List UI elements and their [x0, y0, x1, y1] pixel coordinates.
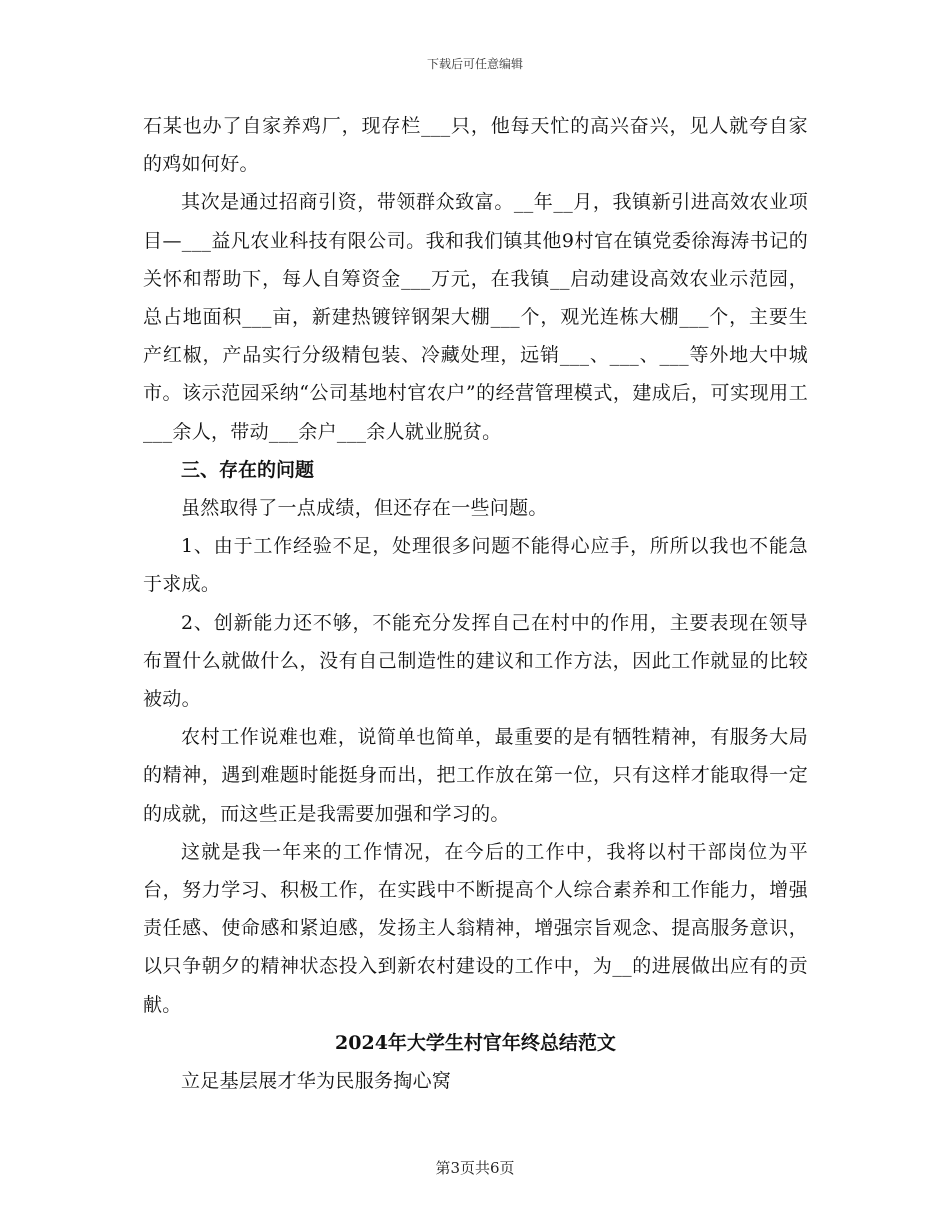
paragraph-continuation: 石某也办了自家养鸡厂，现存栏___只，他每天忙的高兴奋兴，见人就夸自家的鸡如何好。: [143, 115, 808, 176]
paragraph-problem-1: 1、由于工作经验不足，处理很多问题不能得心应手，所所以我也不能急于求成。: [143, 535, 808, 596]
paragraph-problems-intro: 虽然取得了一点成绩，但还存在一些问题。: [181, 497, 548, 520]
page-header: 下载后可任意编辑: [426, 57, 523, 71]
document-body: [143, 107, 808, 1100]
paragraph-conclusion: 这就是我一年来的工作情况，在今后的工作中，我将以村干部岗位为平台，努力学习、积极工作，在实践中不断提高个人综合素养和工作能力，增强责任感、使命感和紧迫感，发扬主人翁精神，增强宗旨观念、提高服务意识，以只争朝夕的精神状态投入到新农村建设的工作中，为__的进展做出应有的贡献。: [143, 840, 808, 1016]
paragraph-problem-2: 2、创新能力还不够，不能充分发挥自己在村中的作用，主要表现在领导布置什么就做什么，没有自己制造性的建议和工作方法，因此工作就显的比较被动。: [143, 611, 808, 711]
paragraph-rural-work: 农村工作说难也难，说简单也简单，最重要的是有牺牲精神，有服务大局的精神，遇到难题时能挺身而出，把工作放在第一位，只有这样才能取得一定的成就，而这些正是我需要加强和学习的。: [143, 726, 808, 825]
page-footer: 第3页共6页: [435, 1159, 515, 1177]
article-title: 2024年大学生村官年终总结范文: [335, 1031, 616, 1054]
paragraph-investment: 其次是通过招商引资，带领群众致富。__年__月，我镇新引进高效农业项目—___益凡农业科技有限公司。我和我们镇其他9村官在镇党委徐海涛书记的关怀和帮助下，每人自筹资金___万元，在我镇__启动建设高效农业示范园，总占地面积___亩，新建热镀锌钢架大棚___个，观光连栋大棚___个，主要生产红椒，产品实行分级精包装、冷藏处理，远销___、___、___等外地大中城市。该示范园采纳“公司基地村官农户”的经营管理模式，建成后，可实现用工___余人，带动___余户___余人就业脱贫。: [143, 191, 808, 443]
section-heading-problems: 三、存在的问题: [181, 458, 315, 481]
paragraph-subtitle: 立足基层展才华为民服务掏心窝: [181, 1070, 452, 1093]
